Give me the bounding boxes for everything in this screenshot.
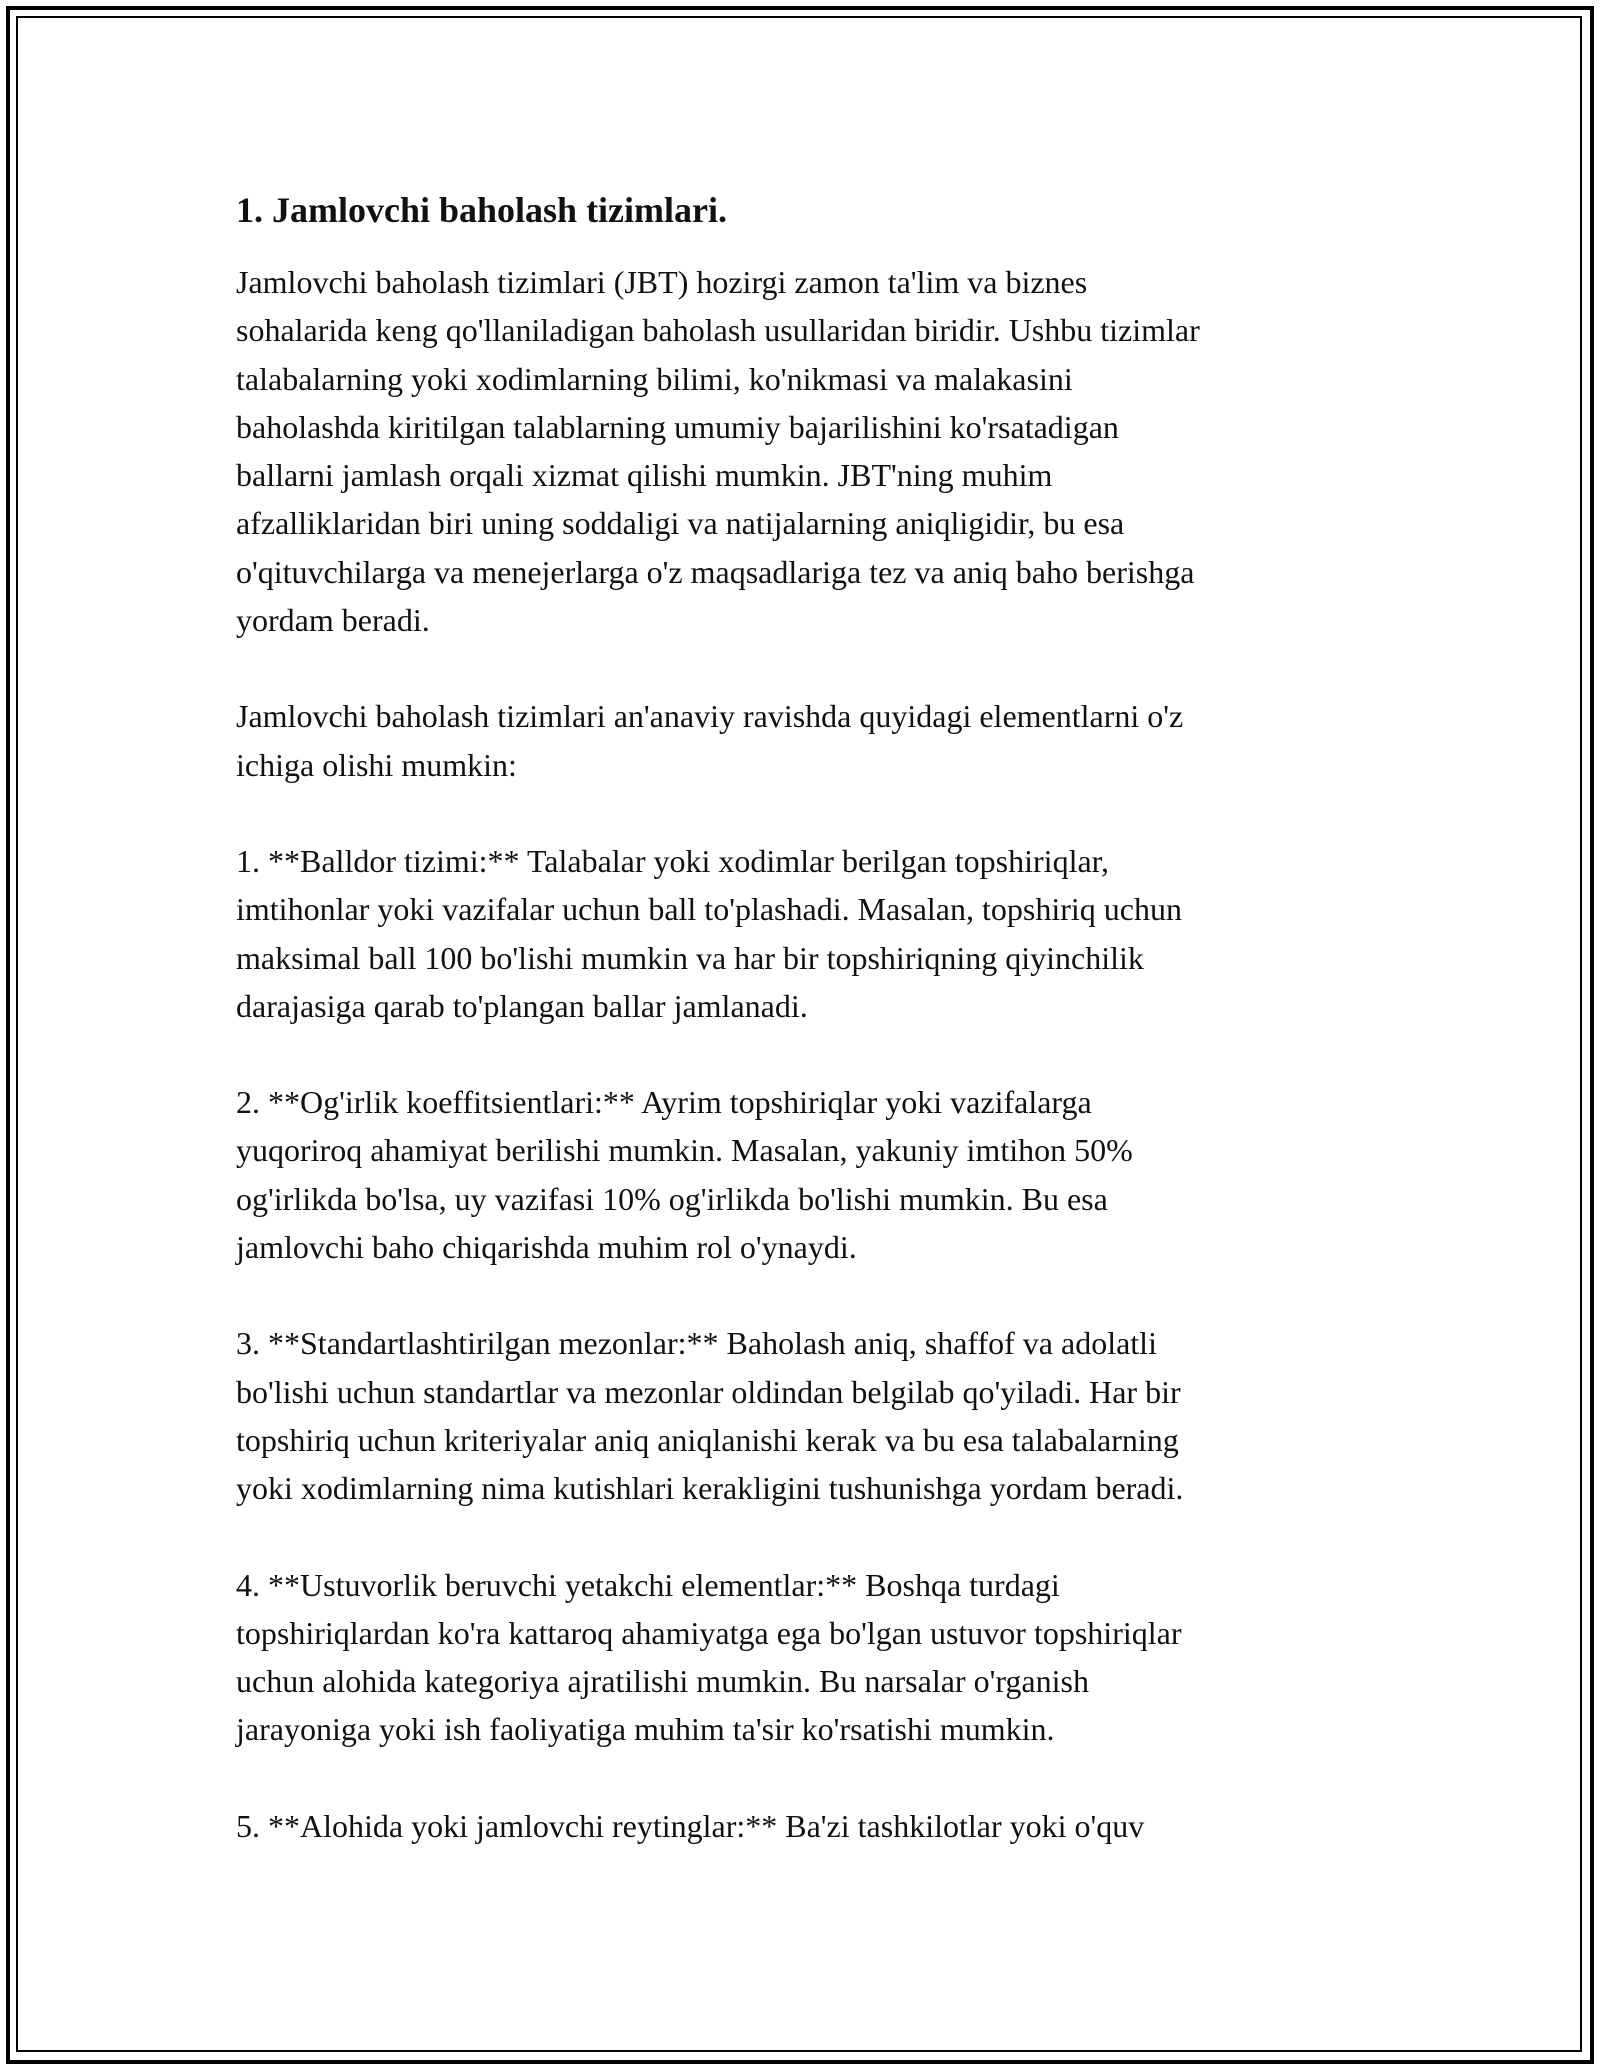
intro-paragraph: Jamlovchi baholash tizimlari (JBT) hozirgi zamon ta'lim va biznes sohalarida keng qo'llaniladigan baholash usullaridan biridir. Ushbu tizimlar talabalarning yoki xodimlarning bilimi, ko'nikmasi va malakasini baholashda kiritilgan talablarning umumiy bajarilishini ko'rsatadigan ballarni jamlash orqali xizmat qilishi mumkin. JBT'ning muhim afzalliklaridan biri uning soddaligi va natijalarning aniqligidir, bu esa o'qituvchilarga va menejerlarga o'z maqsadlariga tez va aniq baho berishga yordam beradi. [236, 264, 1200, 639]
list-item-reytinglar: 5. **Alohida yoki jamlovchi reytinglar:** Ba'zi tashkilotlar yoki o'quv [236, 1807, 1145, 1844]
list-item-ogirlik-koeffitsientlari: 2. **Og'irlik koeffitsientlari:** Ayrim topshiriqlar yoki vazifalarga yuqoriroq ahamiyat berilishi mumkin. Masalan, yakuniy imtihon 50% og'irlikda bo'lsa, uy vazifasi 10% og'irlikda bo'lishi mumkin. Bu esa jamlovchi baho chiqarishda muhim rol o'ynaydi. [236, 1084, 1133, 1266]
elements-intro-paragraph: Jamlovchi baholash tizimlari an'anaviy ravishda quyidagi elementlarni o'z ichiga olishi mumkin: [236, 698, 1184, 783]
list-item-standart-mezonlar: 3. **Standartlashtirilgan mezonlar:** Baholash aniq, shaffof va adolatli bo'lishi uchun standartlar va mezonlar oldindan belgilab qo'yiladi. Har bir topshiriq uchun kriteriyalar aniq aniqlanishi kerak va bu esa talabalarning yoki xodimlarning nima kutishlari kerakligini tushunishga yordam beradi. [236, 1325, 1184, 1507]
document-body [236, 186, 1356, 1898]
list-item-ustuvorlik-elementlar: 4. **Ustuvorlik beruvchi yetakchi elementlar:** Boshqa turdagi topshiriqlardan ko'ra kattaroq ahamiyatga ega bo'lgan ustuvor topshiriqlar uchun alohida kategoriya ajratilishi mumkin. Bu narsalar o'rganish jarayoniga yoki ish faoliyatiga muhim ta'sir ko'rsatishi mumkin. [236, 1566, 1182, 1748]
list-item-balldor-tizimi: 1. **Balldor tizimi:** Talabalar yoki xodimlar berilgan topshiriqlar, imtihonlar yoki vazifalar uchun ball to'plashadi. Masalan, topshiriq uchun maksimal ball 100 bo'lishi mumkin va har bir topshiriqning qiyinchilik darajasiga qarab to'plangan ballar jamlanadi. [236, 842, 1182, 1024]
document-heading: 1. Jamlovchi baholash tizimlari. [236, 190, 728, 230]
